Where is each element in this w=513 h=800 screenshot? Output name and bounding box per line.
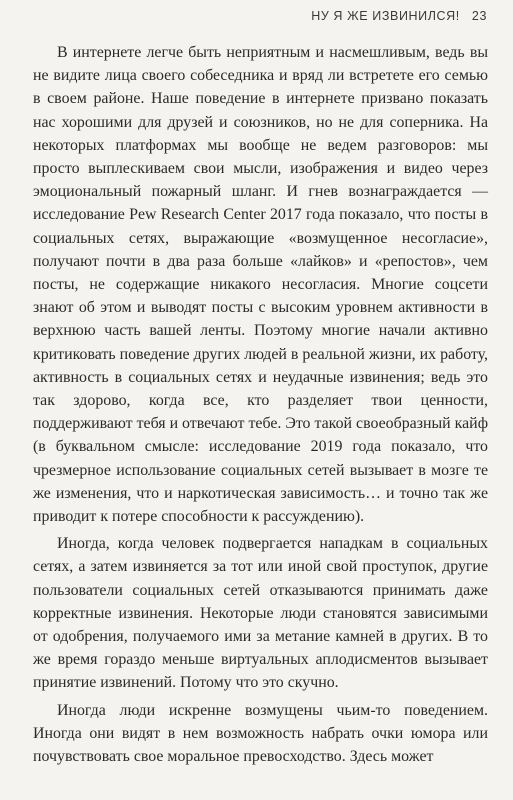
body-text — [33, 41, 488, 768]
running-title: НУ Я ЖЕ ИЗВИНИЛСЯ! — [311, 9, 460, 23]
paragraph: В интернете легче быть неприятным и насмешливым, ведь вы не видите лица своего собеседника и вряд ли встретете его семью в своем районе. Наше поведение в интернете призвано показать нас хорошими для друзей и союзников, но не для соперника. На некоторых платформах мы вообще не ведем разговоров: мы просто выплескиваем свои мысли, изображения и видео через эмоциональный пожарный шланг. И гнев вознаграждается — исследование Pew Research Center 2017 года показало, что посты в социальных сетях, выражающие «возмущенное несогласие», получают почти в два раза больше «лайков» и «репостов», чем посты, не содержащие никакого несогласия. Многие соцсети знают об этом и выводят посты с высоким уровнем активности в верхнюю часть вашей ленты. Поэтому многие начали активно критиковать поведение других людей в реальной жизни, их работу, активность в социальных сетях и неудачные извинения; ведь это так здорово, когда все, кто разделяет твои ценности, поддерживают тебя и отвечают тебе. Это такой своеобразный кайф (в буквальном смысле: исследование 2019 года показало, что чрезмерное использование социальных сетей вызывает в мозге те же изменения, что и наркотическая зависимость… и точно так же приводит к потере способности к рассуждению). — [33, 44, 488, 526]
running-head — [311, 9, 487, 23]
paragraph: Иногда, когда человек подвергается нападкам в социальных сетях, а затем извиняется за тот или иной свой проступок, другие пользователи социальных сетей отказываются принимать даже корректные извинения. Некоторые люди становятся зависимыми от одобрения, получаемого ими за метание камней в других. В то же время гораздо меньше виртуальных аплодисментов вызывает принятие извинений. Потому что это скучно. — [33, 535, 488, 692]
paragraph: Иногда люди искренне возмущены чьим-то поведением. Иногда они видят в нем возможность набрать очки юмора или почувствовать свое моральное превосходство. Здесь может — [33, 701, 488, 766]
page-number: 23 — [471, 9, 487, 23]
